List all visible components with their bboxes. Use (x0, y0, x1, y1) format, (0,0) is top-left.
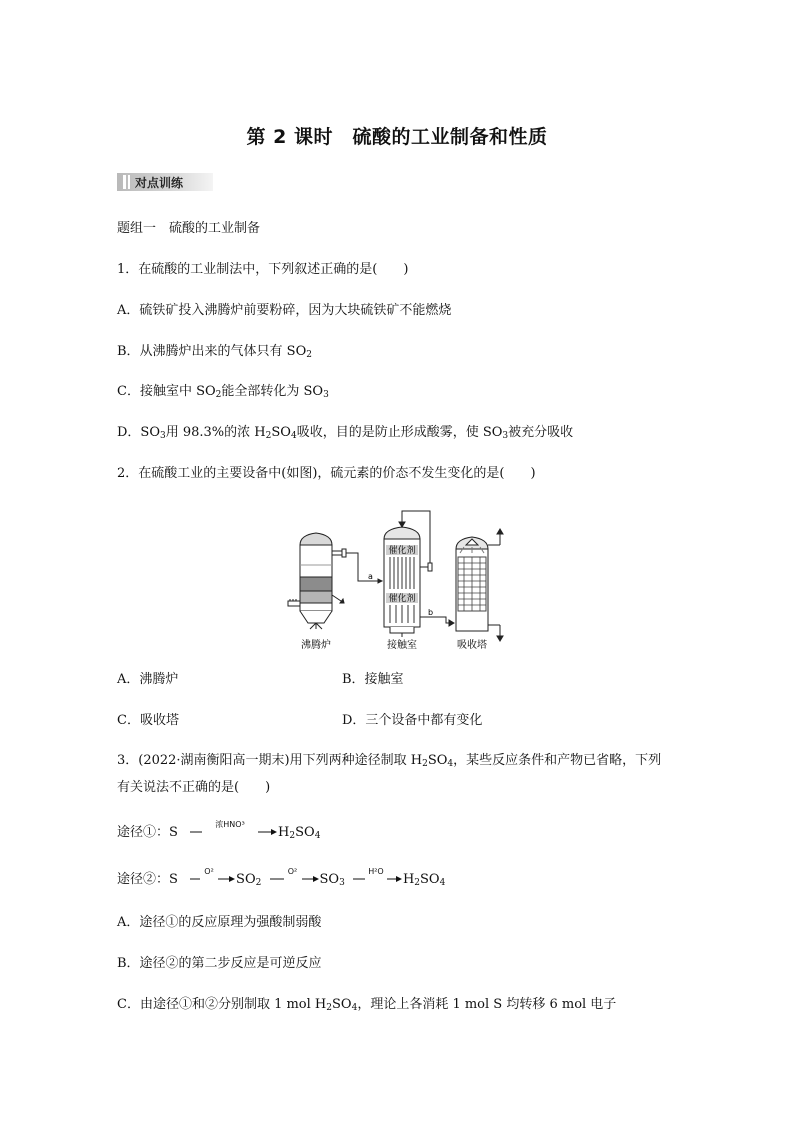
contact-chamber-label: 接触室 (387, 640, 417, 651)
route2-product-3b: SO (420, 872, 440, 887)
boiling-furnace-shape (288, 533, 346, 629)
equipment-svg (286, 505, 518, 655)
subscript: 2 (306, 350, 312, 360)
route2-arrow-1-icon (182, 875, 236, 883)
route2-product-2: SO (319, 872, 340, 887)
q2-stem: 2．在硫酸工业的主要设备中(如图)，硫元素的价态不发生变化的是( ) (117, 466, 536, 481)
absorption-tower-label: 吸收塔 (457, 640, 487, 651)
subscript: 4 (439, 878, 446, 888)
furnace-label: 沸腾炉 (301, 640, 331, 651)
q1-option-d-text: D．SO (117, 425, 160, 440)
q3-option-c-text: C．由途径①和②分别制取 1 mol H (117, 997, 327, 1012)
subscript: 4 (447, 759, 454, 769)
section-tag-label: 对点训练 (135, 176, 184, 190)
q3-stem-text: 3．(2022·湖南衡阳高一期末)用下列两种途径制取 H (117, 753, 423, 768)
subscript: 2 (215, 390, 222, 400)
q3-option-b: B．途径②的第二步反应是可逆反应 (117, 956, 322, 971)
pipe-a-label: a (368, 572, 373, 581)
q1-option-b-text: B．从沸腾炉出来的气体只有 SO (117, 344, 307, 359)
route2-arrow-3 (349, 866, 403, 888)
q1-stem: 1．在硫酸的工业制法中，下列叙述正确的是( ) (117, 262, 409, 277)
subscript: 3 (160, 431, 166, 441)
q3-stem (117, 752, 661, 770)
pipe-b-label: b (428, 608, 434, 617)
subscript: 2 (422, 759, 428, 769)
contact-chamber-shape (384, 511, 432, 637)
route1-arrow (182, 819, 278, 841)
route2-condition-1: O² (204, 866, 214, 876)
subscript: 2 (265, 431, 272, 441)
route2-arrow-3-icon (349, 875, 403, 883)
q1-option-a: A．硫铁矿投入沸腾炉前要粉碎，因为大块硫铁矿不能燃烧 (117, 303, 452, 318)
q1-option-d-text-4: 吸收，目的是防止形成酸雾，使 SO (296, 425, 503, 440)
q3-stem-text-2: SO (427, 753, 448, 768)
q2-option-a: A．沸腾炉 (117, 672, 179, 687)
pipe-b-path (420, 617, 452, 623)
subscript: 3 (339, 878, 345, 888)
q2-option-c: C．吸收塔 (117, 713, 179, 728)
catalyst-bottom-label: 催化剂 (388, 594, 416, 604)
q1-option-c-text: C．接触室中 SO (117, 384, 216, 399)
route2-arrow-2 (266, 866, 320, 888)
route2-arrow-2-icon (266, 875, 320, 883)
subscript: 2 (255, 878, 262, 888)
route2-condition-2: O² (287, 866, 298, 876)
route1-arrow-icon (182, 828, 278, 836)
subscript: 2 (414, 878, 421, 888)
sulfuric-acid-equipment-diagram (286, 505, 518, 655)
pipe-a-path (346, 553, 382, 581)
q3-option-c-text-3: ，理论上各消耗 1 mol S 均转移 6 mol 电子 (357, 997, 617, 1012)
catalyst-top-label: 催化剂 (388, 546, 416, 556)
route1-condition: 浓HNO³ (215, 819, 245, 829)
q2-option-d: D．三个设备中都有变化 (342, 713, 483, 728)
q1-option-d-text-5: 被充分吸收 (508, 425, 574, 440)
q1-option-d-text-2: 用 98.3%的浓 H (165, 425, 266, 440)
subscript: 3 (323, 390, 329, 400)
tag-bar-decoration-2 (128, 175, 130, 189)
route2-arrow-1 (182, 866, 236, 888)
q3-route-2 (117, 866, 446, 889)
q1-option-b (117, 343, 312, 361)
route1-product-2: SO (295, 825, 315, 840)
q2-option-b: B．接触室 (342, 672, 404, 687)
route1-label: 途径①：S (117, 825, 178, 840)
q1-option-d (117, 424, 573, 442)
route2-condition-3: H²O (368, 866, 384, 876)
tag-bar-decoration (123, 175, 126, 189)
q3-option-c-text-2: SO (332, 997, 352, 1012)
absorption-tower-shape (456, 529, 503, 641)
subscript: 3 (502, 431, 509, 441)
subscript: 2 (289, 831, 296, 841)
subscript: 4 (351, 1003, 358, 1013)
q3-option-c (117, 996, 616, 1014)
q1-option-c-text-2: 能全部转化为 SO (221, 384, 324, 399)
route2-product-1: SO (236, 872, 256, 887)
q3-stem-text-3: ，某些反应条件和产物已省略，下列 (453, 753, 662, 768)
q3-route-1 (117, 819, 321, 842)
page-title: 第 2 课时 硫酸的工业制备和性质 (246, 126, 548, 148)
subscript: 4 (290, 431, 297, 441)
q3-option-a: A．途径①的反应原理为强酸制弱酸 (117, 915, 322, 930)
route1-product: H (278, 825, 290, 840)
group-heading: 题组一 硫酸的工业制备 (117, 221, 261, 236)
subscript: 2 (326, 1003, 332, 1013)
q1-option-d-text-3: SO (271, 425, 291, 440)
route2-label: 途径②：S (117, 872, 178, 887)
section-tag (117, 173, 213, 191)
route2-product-3: H (402, 872, 415, 887)
q3-stem-line2: 有关说法不正确的是( ) (117, 780, 271, 795)
subscript: 4 (314, 831, 321, 841)
q1-option-c (117, 383, 329, 401)
